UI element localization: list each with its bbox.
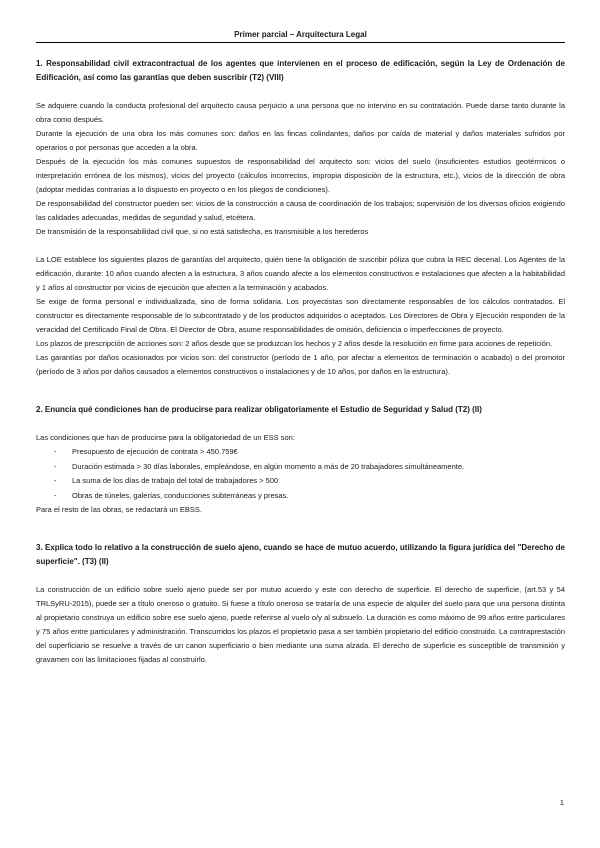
section-2-outro: Para el resto de las obras, se redactará un EBSS. [36,505,202,514]
section-1-heading: 1. Responsabilidad civil extracontractual de los agentes que intervienen en el proceso de edificación, según la Ley de Ordenación de Edificación, así como las garantías que deben suscribir (T2) (VIII) [36,59,565,82]
paragraph: Después de la ejecución los más comunes supuestos de responsabilidad del arquitecto son: vicios del suelo (insuficientes estudios geotérmicos o interpretación errónea de los mismos), vicios del proyecto (cálculos incorrectos, impropia disposición de la estructura, etc.), vicios de la dirección de obra (adoptar medidas contrarias a lo dispuesto en proyecto o en los pliegos de condiciones). [36,157,565,194]
paragraph: De responsabilidad del constructor pueden ser: vicios de la construcción a causa de coordinación de los trabajos; supervisión de los diversos oficios exigiendo las calidades adecuadas, medidas de seguridad y salud, etcétera. [36,199,565,222]
list-item: - Duración estimada > 30 días laborales, empleándose, en algún momento a más de 20 trabajadores simultáneamente. [36,460,565,475]
section-3 [36,541,565,667]
conditions-list [36,445,565,503]
list-item: - Obras de túneles, galerías, conducciones subterráneas y presas. [36,489,565,504]
document-header: Primer parcial – Arquitectura Legal [36,30,565,43]
paragraph: Se exige de forma personal e individualizada, sino de forma solidaria. Los proyectistas son directamente responsables de los cálculos contratados. El constructor es directamente responsable de lo subcontratado y de los productos adquiridos o aceptados. Los Directores de Obra y Ejecución responden de la veracidad del Certificado Final de Obra. El Director de Obra, asume responsabilidades de omisión, deficiencia o imperfecciones de proyecto. [36,297,565,334]
page-number: 1 [559,798,564,807]
list-item: - Presupuesto de ejecución de contrata > 450.759€ [36,445,565,460]
section-3-heading: 3. Explica todo lo relativo a la construcción de suelo ajeno, cuando se hace de mutuo acuerdo, utilizando la figura jurídica del "Derecho de superficie". (T3) (II) [36,543,565,566]
section-2-intro: Las condiciones que han de producirse para la obligatoriedad de un ESS son: [36,433,295,442]
paragraph: Las garantías por daños ocasionados por vicios son: del constructor (período de 1 año, por afectar a elementos de terminación o acabado) o del promotor (período de 3 años por daños causados a elementos constructivos o instalaciones y de 10 años, por daños en la estructura). [36,353,565,376]
paragraph: Se adquiere cuando la conducta profesional del arquitecto causa perjuicio a una persona que no intervino en su contratación. Puede darse tanto durante la obra como después. [36,101,565,124]
section-3-body: La construcción de un edificio sobre suelo ajeno puede ser por mutuo acuerdo y este con derecho de superficie. El derecho de superficie, (art.53 y 54 TRLSyRU-2015), puede ser a título oneroso o gratuito. Si fuese a título oneroso se trataría de una especie de alquiler del suelo para que una persona distinta al propietario construya un edificio sobre ese suelo ajeno, puede referirse al vuelo o/y al subsuelo. La duración es como máximo de 99 años entre particulares y 75 años entre particulares y administración. Transcurridos los plazos el propietario pasa a ser también propietario del edificio construido. La contraprestación del superficiario se resuelve a través de un canon superficiario o bien mediante una suma alzada. El derecho de superficie es susceptible de transmisión y gravamen con las limitaciones fijadas al construirlo. [36,585,565,664]
section-1 [36,57,565,379]
section-1-block-2 [36,253,565,379]
paragraph: Durante la ejecución de una obra los más comunes son: daños en las fincas colindantes, daños por caída de material y daños materiales sufridos por operarios o por personas que acceden a la obra. [36,129,565,152]
document-page [36,30,565,667]
section-2-heading: 2. Enuncia qué condiciones han de producirse para realizar obligatoriamente el Estudio de Seguridad y Salud (T2) (II) [36,405,482,414]
paragraph: Los plazos de prescripción de acciones son: 2 años desde que se produzcan los hechos y 2 años desde la resolución en firme para acciones de repetición. [36,339,553,348]
paragraph: La LOE establece los siguientes plazos de garantías del arquitecto, quién tiene la obligación de suscribir póliza que cubra la REC decenal. Los Agentes de la edificación, durante: 10 años cuando afecten a la estructura, 3 años cuando afecte a los elementos constructivos e instalaciones que afecten a la habitabilidad y 1 años al constructor por vicios de ejecución que afecten a la terminación y acabados. [36,255,565,292]
list-item: - La suma de los días de trabajo del total de trabajadores > 500 [36,474,565,489]
paragraph: De transmisión de la responsabilidad civil que, si no está satisfecha, es transmisible a los herederos [36,227,369,236]
section-2 [36,403,565,517]
section-1-block-1 [36,99,565,239]
